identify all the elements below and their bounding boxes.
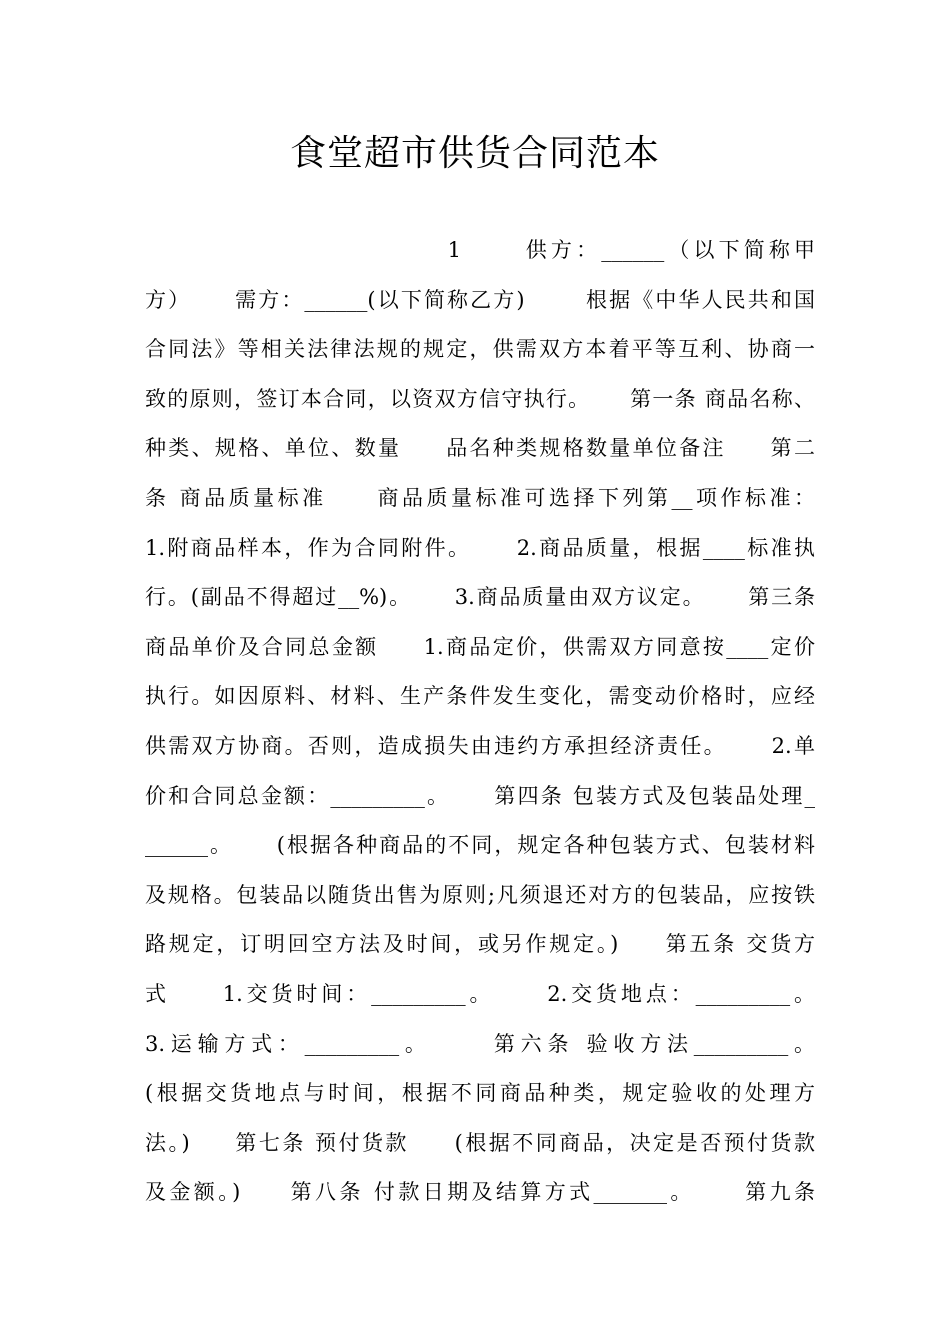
body-line: 法。) 第七条 预付货款 (根据不同商品，决定是否预付货款	[145, 1130, 815, 1155]
body-line: 条 商品质量标准 商品质量标准可选择下列第__项作标准：	[145, 485, 815, 510]
body-line: 1 供方：______（以下简称甲	[145, 238, 815, 262]
body-line: 路规定，订明回空方法及时间，或另作规定。) 第五条 交货方	[145, 932, 815, 957]
body-line: 执行。如因原料、材料、生产条件发生变化，需变动价格时，应经	[145, 684, 815, 709]
body-line: 式 1.交货时间：_________。 2.交货地点：_________。	[145, 981, 815, 1006]
body-line: 1.附商品样本，作为合同附件。 2.商品质量，根据____标准执	[145, 535, 815, 560]
body-line: 方） 需方：______(以下简称乙方) 根据《中华人民共和国	[145, 287, 815, 312]
body-line: 及规格。包装品以随货出售为原则;凡须退还对方的包装品，应按铁	[145, 882, 815, 907]
body-line: ______。 (根据各种商品的不同，规定各种包装方式、包装材料	[145, 833, 815, 858]
body-line: 及金额。) 第八条 付款日期及结算方式_______。 第九条	[145, 1180, 815, 1205]
document-body	[145, 226, 815, 1218]
body-line: 合同法》等相关法律法规的规定，供需双方本着平等互利、协商一	[145, 337, 815, 362]
body-line: 致的原则，签订本合同，以资双方信守执行。 第一条 商品名称、	[145, 386, 815, 411]
body-line: 供需双方协商。否则，造成损失由违约方承担经济责任。 2.单	[145, 733, 815, 758]
body-line: 3.运输方式：_________。 第六条 验收方法_________。	[145, 1031, 815, 1056]
body-line: 种类、规格、单位、数量 品名种类规格数量单位备注 第二	[145, 436, 815, 461]
body-line: 商品单价及合同总金额 1.商品定价，供需双方同意按____定价	[145, 634, 815, 659]
body-line: 价和合同总金额：_________。 第四条 包装方式及包装品处理_	[145, 783, 815, 808]
body-line: 行。(副品不得超过__%)。 3.商品质量由双方议定。 第三条	[145, 585, 815, 610]
body-line: (根据交货地点与时间，根据不同商品种类，规定验收的处理方	[145, 1081, 815, 1106]
document-title: 食堂超市供货合同范本	[289, 133, 660, 174]
